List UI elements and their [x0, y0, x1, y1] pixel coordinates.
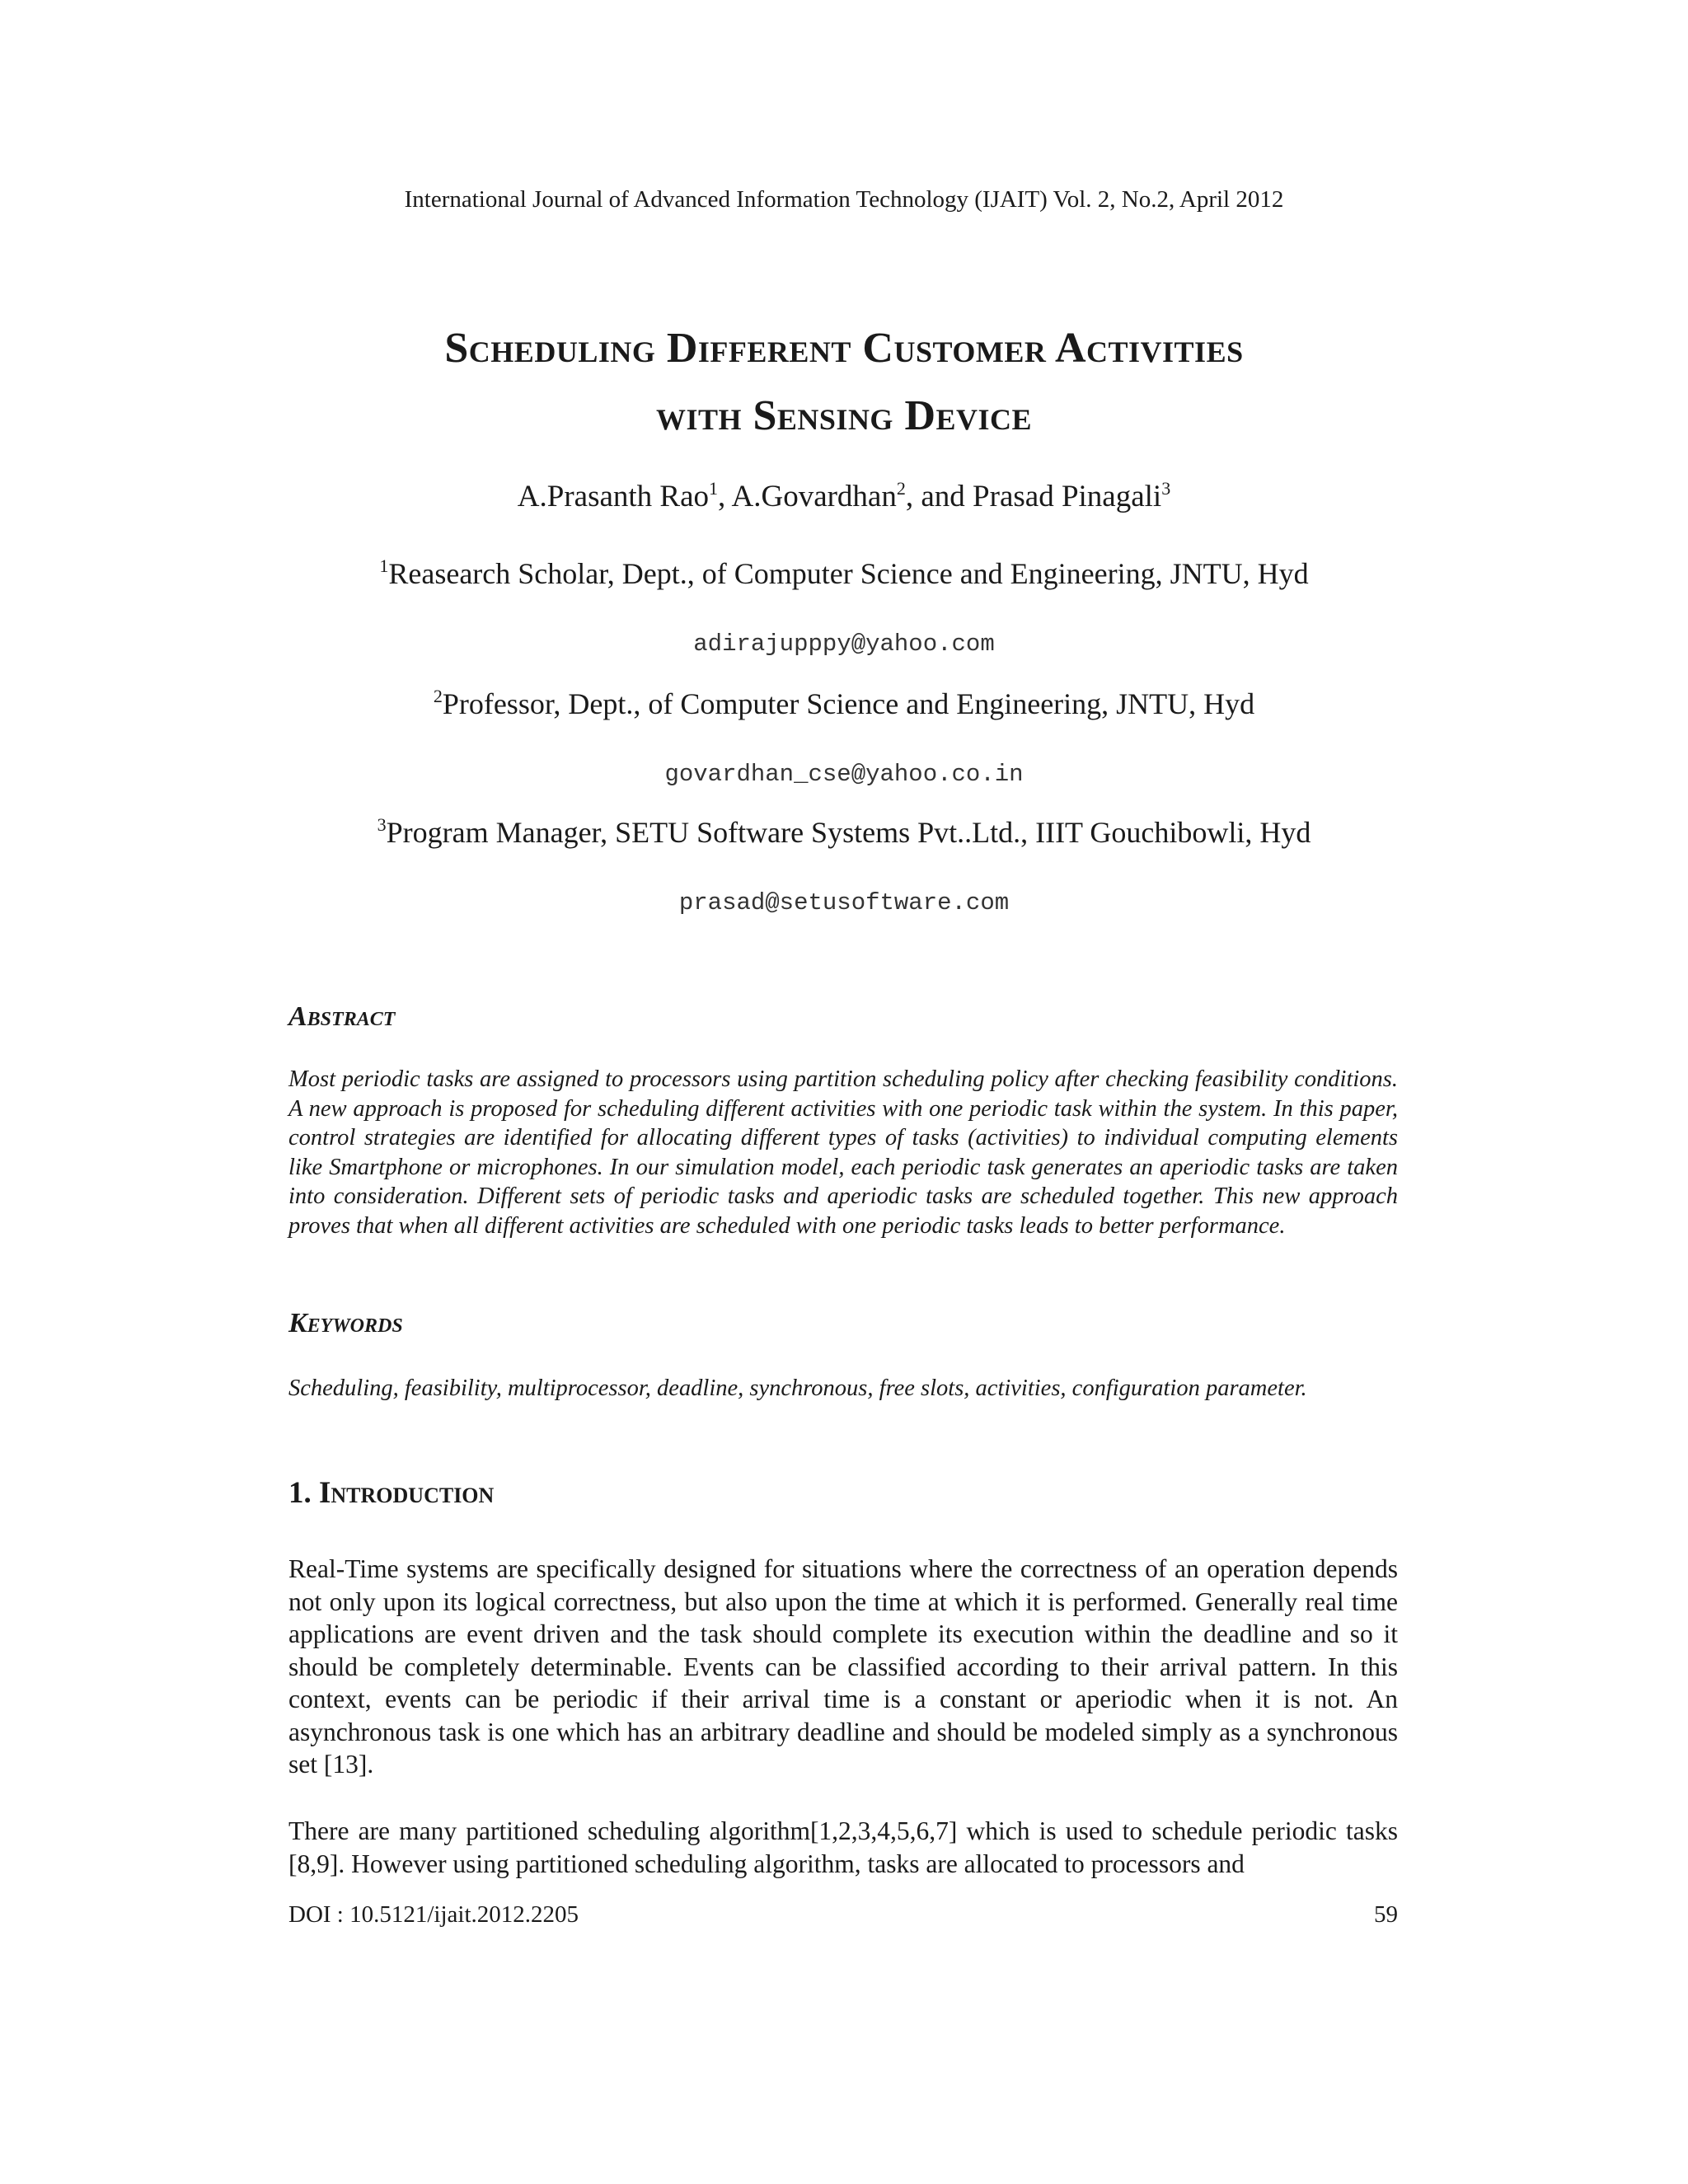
author-name: Prasad Pinagali	[973, 480, 1162, 513]
affiliation-text: Professor, Dept., of Computer Science and Engineering, JNTU, Hyd	[442, 687, 1255, 720]
journal-header: International Journal of Advanced Information Technology (IJAIT) Vol. 2, No.2, April 2012	[404, 186, 1284, 213]
affiliation-3	[0, 813, 1688, 852]
author-email-2: govardhan_cse@yahoo.co.in	[664, 761, 1024, 788]
affiliation-superscript: 1	[379, 555, 389, 576]
body-paragraph-1: Real-Time systems are specifically designed for situations where the correctness of an operation depends not only upon its logical correctness, but also upon the time at which it is performed. Generally real time applications are event driven and the task should complete its execution within the deadline and so it should be completely determinable. Events can be classified according to their arrival pattern. In this context, events can be periodic if their arrival time is a constant or aperiodic when it is not. An asynchronous task is one which has an arbitrary deadline and should be modeled simply as a synchronous set [13].	[288, 1554, 1398, 1779]
affiliation-superscript: 3	[377, 814, 387, 835]
author-separator: ,	[718, 480, 732, 513]
author-email-1: adirajupppy@yahoo.com	[693, 630, 995, 658]
paper-title	[0, 315, 1688, 450]
title-line-1: Scheduling Different Customer Activities	[444, 325, 1244, 372]
author-list	[0, 476, 1688, 518]
footer-doi: DOI : 10.5121/ijait.2012.2205	[288, 1901, 579, 1928]
author-superscript: 2	[896, 478, 906, 499]
body-paragraph-2: There are many partitioned scheduling algorithm[1,2,3,4,5,6,7] which is used to schedule periodic tasks [8,9]. However using partitioned scheduling algorithm, tasks are allocated to processors and	[288, 1816, 1398, 1878]
affiliation-superscript: 2	[433, 686, 443, 706]
author-separator: , and	[905, 480, 973, 513]
author-superscript: 3	[1161, 478, 1171, 499]
section-heading-introduction	[288, 1474, 494, 1513]
author-name: A.Prasanth Rao	[517, 480, 710, 513]
author-email-3: prasad@setusoftware.com	[678, 889, 1010, 916]
title-line-2: with Sensing Device	[655, 392, 1033, 439]
keywords-text: Scheduling, feasibility, multiprocessor, deadline, synchronous, free slots, activities, configuration parameter.	[288, 1376, 1307, 1401]
abstract-heading: Abstract	[288, 1001, 396, 1032]
affiliation-1	[0, 554, 1688, 593]
affiliation-text: Reasearch Scholar, Dept., of Computer Science and Engineering, JNTU, Hyd	[388, 557, 1309, 590]
affiliation-2	[0, 684, 1688, 724]
author-name: A.Govardhan	[731, 480, 897, 513]
author-superscript: 1	[709, 478, 719, 499]
affiliation-text: Program Manager, SETU Software Systems Pvt..Ltd., IIIT Gouchibowli, Hyd	[386, 816, 1311, 849]
section-title: Introduction	[319, 1476, 495, 1510]
section-number: 1.	[288, 1476, 319, 1510]
keywords-heading: Keywords	[288, 1308, 403, 1338]
page-number: 59	[1374, 1901, 1398, 1928]
abstract-text: Most periodic tasks are assigned to processors using partition scheduling policy after checking feasibility conditions. A new approach is proposed for scheduling different activities with one periodic task within the system. In this paper, control strategies are identified for allocating different types of tasks (activities) to individual computing elements like Smartphone or microphones. In our simulation model, each periodic task generates an aperiodic tasks are taken into consideration. Different sets of periodic tasks and aperiodic tasks are scheduled together. This new approach proves that when all different activities are scheduled with one periodic tasks leads to better performance.	[288, 1066, 1398, 1239]
